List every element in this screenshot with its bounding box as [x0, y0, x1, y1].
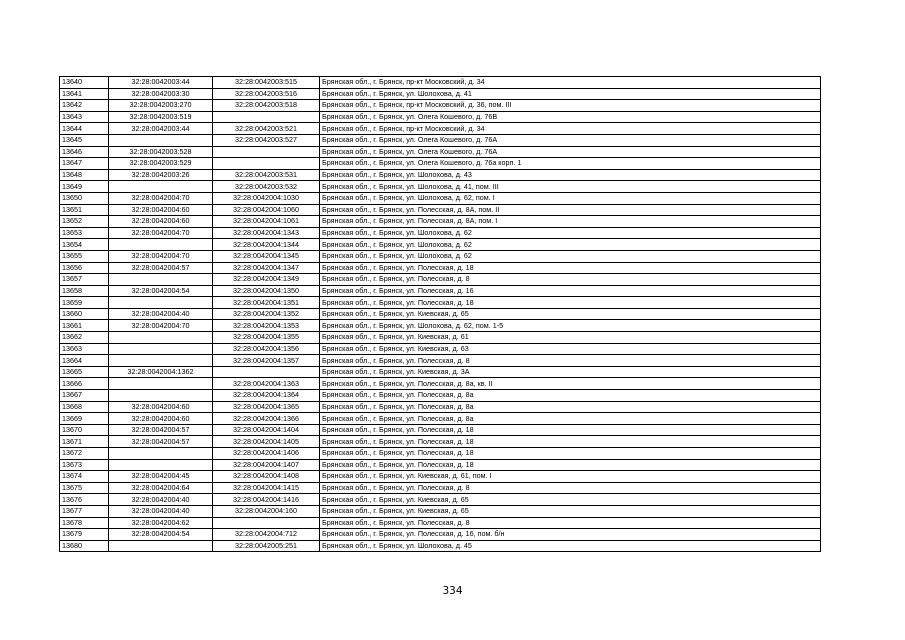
table-row	[60, 436, 821, 448]
row-number-cell: 13669	[60, 413, 109, 425]
cadastral-table-body	[60, 77, 821, 552]
address-cell: Брянская обл., г. Брянск, ул. Полесская, д. 8А, пом. I	[320, 216, 821, 228]
address-cell: Брянская обл., г. Брянск, ул. Полесская, д. 8	[320, 355, 821, 367]
parcel-cadastral-number-cell	[109, 297, 213, 309]
object-cadastral-number-cell: 32:28:0042003:532	[213, 181, 320, 193]
object-cadastral-number-cell: 32:28:0042004:1416	[213, 494, 320, 506]
table-row	[60, 204, 821, 216]
object-cadastral-number-cell: 32:28:0042004:1408	[213, 471, 320, 483]
row-number-cell: 13671	[60, 436, 109, 448]
parcel-cadastral-number-cell: 32:28:0042004:57	[109, 262, 213, 274]
parcel-cadastral-number-cell: 32:28:0042004:45	[109, 471, 213, 483]
address-cell: Брянская обл., г. Брянск, ул. Киевская, д. 63	[320, 343, 821, 355]
address-cell: Брянская обл., г. Брянск, ул. Полесская, д. 8	[320, 274, 821, 286]
object-cadastral-number-cell: 32:28:0042004:1363	[213, 378, 320, 390]
address-cell: Брянская обл., г. Брянск, ул. Шолохова, д. 41, пом. III	[320, 181, 821, 193]
row-number-cell: 13651	[60, 204, 109, 216]
object-cadastral-number-cell: 32:28:0042004:1357	[213, 355, 320, 367]
table-row	[60, 378, 821, 390]
object-cadastral-number-cell: 32:28:0042004:1405	[213, 436, 320, 448]
address-cell: Брянская обл., г. Брянск, ул. Полесская, д. 18	[320, 448, 821, 460]
table-row	[60, 390, 821, 402]
object-cadastral-number-cell: 32:28:0042004:1352	[213, 308, 320, 320]
parcel-cadastral-number-cell: 32:28:0042004:40	[109, 505, 213, 517]
row-number-cell: 13650	[60, 192, 109, 204]
address-cell: Брянская обл., г. Брянск, ул. Шолохова, д. 62	[320, 239, 821, 251]
parcel-cadastral-number-cell: 32:28:0042003:30	[109, 88, 213, 100]
parcel-cadastral-number-cell: 32:28:0042004:40	[109, 308, 213, 320]
table-row	[60, 459, 821, 471]
address-cell: Брянская обл., г. Брянск, ул. Полесская, д. 18	[320, 262, 821, 274]
parcel-cadastral-number-cell: 32:28:0042004:54	[109, 285, 213, 297]
parcel-cadastral-number-cell: 32:28:0042004:40	[109, 494, 213, 506]
parcel-cadastral-number-cell: 32:28:0042003:529	[109, 158, 213, 170]
parcel-cadastral-number-cell: 32:28:0042003:528	[109, 146, 213, 158]
row-number-cell: 13647	[60, 158, 109, 170]
table-row	[60, 192, 821, 204]
parcel-cadastral-number-cell: 32:28:0042003:270	[109, 100, 213, 112]
object-cadastral-number-cell	[213, 158, 320, 170]
table-row	[60, 366, 821, 378]
table-row	[60, 111, 821, 123]
parcel-cadastral-number-cell: 32:28:0042004:70	[109, 250, 213, 262]
object-cadastral-number-cell: 32:28:0042004:1364	[213, 390, 320, 402]
address-cell: Брянская обл., г. Брянск, ул. Олега Кошевого, д. 76А	[320, 134, 821, 146]
address-cell: Брянская обл., г. Брянск, ул. Шолохова, д. 62, пом. I	[320, 192, 821, 204]
address-cell: Брянская обл., г. Брянск, ул. Киевская, д. 65	[320, 308, 821, 320]
table-row	[60, 517, 821, 529]
object-cadastral-number-cell: 32:28:0042004:1415	[213, 482, 320, 494]
address-cell: Брянская обл., г. Брянск, ул. Шолохова, д. 62, пом. 1-5	[320, 320, 821, 332]
parcel-cadastral-number-cell: 32:28:0042004:64	[109, 482, 213, 494]
address-cell: Брянская обл., г. Брянск, ул. Киевская, д. 3А	[320, 366, 821, 378]
object-cadastral-number-cell: 32:28:0042004:1030	[213, 192, 320, 204]
parcel-cadastral-number-cell	[109, 459, 213, 471]
object-cadastral-number-cell: 32:28:0042004:712	[213, 529, 320, 541]
address-cell: Брянская обл., г. Брянск, ул. Киевская, д. 61, пом. I	[320, 471, 821, 483]
object-cadastral-number-cell: 32:28:0042004:1366	[213, 413, 320, 425]
object-cadastral-number-cell: 32:28:0042004:1406	[213, 448, 320, 460]
address-cell: Брянская обл., г. Брянск, ул. Шолохова, д. 45	[320, 540, 821, 552]
table-row	[60, 250, 821, 262]
row-number-cell: 13674	[60, 471, 109, 483]
address-cell: Брянская обл., г. Брянск, ул. Киевская, д. 65	[320, 505, 821, 517]
parcel-cadastral-number-cell	[109, 355, 213, 367]
parcel-cadastral-number-cell: 32:28:0042004:60	[109, 401, 213, 413]
row-number-cell: 13680	[60, 540, 109, 552]
object-cadastral-number-cell	[213, 111, 320, 123]
table-row	[60, 262, 821, 274]
parcel-cadastral-number-cell: 32:28:0042003:26	[109, 169, 213, 181]
address-cell: Брянская обл., г. Брянск, ул. Полесская, д. 18	[320, 297, 821, 309]
table-row	[60, 308, 821, 320]
object-cadastral-number-cell: 32:28:0042003:531	[213, 169, 320, 181]
row-number-cell: 13642	[60, 100, 109, 112]
row-number-cell: 13646	[60, 146, 109, 158]
table-row	[60, 355, 821, 367]
object-cadastral-number-cell	[213, 366, 320, 378]
table-row	[60, 401, 821, 413]
table-row	[60, 494, 821, 506]
address-cell: Брянская обл., г. Брянск, ул. Шолохова, д. 62	[320, 250, 821, 262]
table-row	[60, 227, 821, 239]
parcel-cadastral-number-cell: 32:28:0042004:70	[109, 192, 213, 204]
address-cell: Брянская обл., г. Брянск, ул. Шолохова, д. 43	[320, 169, 821, 181]
parcel-cadastral-number-cell	[109, 540, 213, 552]
row-number-cell: 13663	[60, 343, 109, 355]
address-cell: Брянская обл., г. Брянск, ул. Полесская, д. 16	[320, 285, 821, 297]
object-cadastral-number-cell: 32:28:0042004:1347	[213, 262, 320, 274]
address-cell: Брянская обл., г. Брянск, ул. Полесская, д. 16, пом. б/н	[320, 529, 821, 541]
table-row	[60, 181, 821, 193]
row-number-cell: 13652	[60, 216, 109, 228]
address-cell: Брянская обл., г. Брянск, ул. Полесская, д. 8а	[320, 401, 821, 413]
object-cadastral-number-cell: 32:28:0042004:1356	[213, 343, 320, 355]
parcel-cadastral-number-cell: 32:28:0042004:70	[109, 227, 213, 239]
row-number-cell: 13641	[60, 88, 109, 100]
table-row	[60, 274, 821, 286]
parcel-cadastral-number-cell	[109, 343, 213, 355]
parcel-cadastral-number-cell: 32:28:0042004:60	[109, 413, 213, 425]
object-cadastral-number-cell: 32:28:0042003:518	[213, 100, 320, 112]
address-cell: Брянская обл., г. Брянск, ул. Полесская, д. 8а	[320, 390, 821, 402]
row-number-cell: 13654	[60, 239, 109, 251]
table-row	[60, 88, 821, 100]
table-row	[60, 320, 821, 332]
parcel-cadastral-number-cell	[109, 378, 213, 390]
row-number-cell: 13672	[60, 448, 109, 460]
address-cell: Брянская обл., г. Брянск, ул. Шолохова, д. 41	[320, 88, 821, 100]
object-cadastral-number-cell: 32:28:0042004:1349	[213, 274, 320, 286]
table-row	[60, 134, 821, 146]
object-cadastral-number-cell: 32:28:0042004:1060	[213, 204, 320, 216]
object-cadastral-number-cell: 32:28:0042004:1404	[213, 424, 320, 436]
row-number-cell: 13660	[60, 308, 109, 320]
row-number-cell: 13673	[60, 459, 109, 471]
row-number-cell: 13677	[60, 505, 109, 517]
object-cadastral-number-cell: 32:28:0042004:1350	[213, 285, 320, 297]
row-number-cell: 13667	[60, 390, 109, 402]
object-cadastral-number-cell	[213, 146, 320, 158]
parcel-cadastral-number-cell: 32:28:0042004:62	[109, 517, 213, 529]
parcel-cadastral-number-cell: 32:28:0042003:44	[109, 77, 213, 89]
row-number-cell: 13659	[60, 297, 109, 309]
parcel-cadastral-number-cell	[109, 134, 213, 146]
row-number-cell: 13676	[60, 494, 109, 506]
object-cadastral-number-cell: 32:28:0042004:1343	[213, 227, 320, 239]
row-number-cell: 13661	[60, 320, 109, 332]
table-row	[60, 146, 821, 158]
table-row	[60, 285, 821, 297]
row-number-cell: 13662	[60, 332, 109, 344]
address-cell: Брянская обл., г. Брянск, ул. Полесская, д. 18	[320, 436, 821, 448]
address-cell: Брянская обл., г. Брянск, пр-кт Московский, д. 34	[320, 123, 821, 135]
row-number-cell: 13675	[60, 482, 109, 494]
table-row	[60, 216, 821, 228]
row-number-cell: 13668	[60, 401, 109, 413]
row-number-cell: 13666	[60, 378, 109, 390]
object-cadastral-number-cell: 32:28:0042004:1407	[213, 459, 320, 471]
parcel-cadastral-number-cell: 32:28:0042004:60	[109, 204, 213, 216]
address-cell: Брянская обл., г. Брянск, пр-кт Московский, д. 34	[320, 77, 821, 89]
object-cadastral-number-cell: 32:28:0042004:1353	[213, 320, 320, 332]
object-cadastral-number-cell: 32:28:0042003:515	[213, 77, 320, 89]
parcel-cadastral-number-cell: 32:28:0042004:1362	[109, 366, 213, 378]
table-row	[60, 540, 821, 552]
table-row	[60, 343, 821, 355]
table-row	[60, 100, 821, 112]
table-row	[60, 297, 821, 309]
row-number-cell: 13664	[60, 355, 109, 367]
row-number-cell: 13644	[60, 123, 109, 135]
address-cell: Брянская обл., г. Брянск, ул. Полесская, д. 8А, пом. II	[320, 204, 821, 216]
table-row	[60, 424, 821, 436]
address-cell: Брянская обл., г. Брянск, ул. Киевская, д. 61	[320, 332, 821, 344]
address-cell: Брянская обл., г. Брянск, ул. Полесская, д. 8	[320, 482, 821, 494]
row-number-cell: 13655	[60, 250, 109, 262]
parcel-cadastral-number-cell	[109, 448, 213, 460]
row-number-cell: 13679	[60, 529, 109, 541]
table-row	[60, 413, 821, 425]
row-number-cell: 13648	[60, 169, 109, 181]
address-cell: Брянская обл., г. Брянск, ул. Олега Кошевого, д. 76а корп. 1	[320, 158, 821, 170]
table-row	[60, 158, 821, 170]
object-cadastral-number-cell: 32:28:0042004:1061	[213, 216, 320, 228]
object-cadastral-number-cell: 32:28:0042003:516	[213, 88, 320, 100]
row-number-cell: 13649	[60, 181, 109, 193]
table-row	[60, 471, 821, 483]
address-cell: Брянская обл., г. Брянск, ул. Олега Кошевого, д. 76А	[320, 146, 821, 158]
address-cell: Брянская обл., г. Брянск, пр-кт Московский, д. 36, пом. III	[320, 100, 821, 112]
table-row	[60, 169, 821, 181]
address-cell: Брянская обл., г. Брянск, ул. Полесская, д. 8а, кв. II	[320, 378, 821, 390]
parcel-cadastral-number-cell: 32:28:0042004:60	[109, 216, 213, 228]
object-cadastral-number-cell: 32:28:0042004:1351	[213, 297, 320, 309]
table-row	[60, 77, 821, 89]
parcel-cadastral-number-cell: 32:28:0042003:44	[109, 123, 213, 135]
parcel-cadastral-number-cell	[109, 239, 213, 251]
cadastral-table	[59, 76, 821, 552]
object-cadastral-number-cell: 32:28:0042003:521	[213, 123, 320, 135]
address-cell: Брянская обл., г. Брянск, ул. Полесская, д. 18	[320, 424, 821, 436]
parcel-cadastral-number-cell	[109, 332, 213, 344]
row-number-cell: 13670	[60, 424, 109, 436]
parcel-cadastral-number-cell: 32:28:0042004:57	[109, 424, 213, 436]
object-cadastral-number-cell: 32:28:0042004:1365	[213, 401, 320, 413]
parcel-cadastral-number-cell	[109, 274, 213, 286]
object-cadastral-number-cell	[213, 517, 320, 529]
object-cadastral-number-cell: 32:28:0042003:527	[213, 134, 320, 146]
row-number-cell: 13665	[60, 366, 109, 378]
table-row	[60, 482, 821, 494]
page-number: 334	[442, 585, 463, 597]
object-cadastral-number-cell: 32:28:0042004:1344	[213, 239, 320, 251]
row-number-cell: 13640	[60, 77, 109, 89]
parcel-cadastral-number-cell: 32:28:0042004:57	[109, 436, 213, 448]
table-row	[60, 448, 821, 460]
parcel-cadastral-number-cell	[109, 390, 213, 402]
row-number-cell: 13643	[60, 111, 109, 123]
parcel-cadastral-number-cell: 32:28:0042004:54	[109, 529, 213, 541]
address-cell: Брянская обл., г. Брянск, ул. Шолохова, д. 62	[320, 227, 821, 239]
table-row	[60, 332, 821, 344]
parcel-cadastral-number-cell: 32:28:0042003:519	[109, 111, 213, 123]
row-number-cell: 13645	[60, 134, 109, 146]
row-number-cell: 13657	[60, 274, 109, 286]
address-cell: Брянская обл., г. Брянск, ул. Киевская, д. 65	[320, 494, 821, 506]
table-row	[60, 505, 821, 517]
row-number-cell: 13653	[60, 227, 109, 239]
row-number-cell: 13658	[60, 285, 109, 297]
row-number-cell: 13678	[60, 517, 109, 529]
table-row	[60, 529, 821, 541]
row-number-cell: 13656	[60, 262, 109, 274]
table-row	[60, 239, 821, 251]
parcel-cadastral-number-cell: 32:28:0042004:70	[109, 320, 213, 332]
address-cell: Брянская обл., г. Брянск, ул. Полесская, д. 8а	[320, 413, 821, 425]
object-cadastral-number-cell: 32:28:0042005:251	[213, 540, 320, 552]
address-cell: Брянская обл., г. Брянск, ул. Полесская, д. 18	[320, 459, 821, 471]
table-row	[60, 123, 821, 135]
object-cadastral-number-cell: 32:28:0042004:1355	[213, 332, 320, 344]
address-cell: Брянская обл., г. Брянск, ул. Олега Кошевого, д. 76В	[320, 111, 821, 123]
object-cadastral-number-cell: 32:28:0042004:160	[213, 505, 320, 517]
address-cell: Брянская обл., г. Брянск, ул. Полесская, д. 8	[320, 517, 821, 529]
parcel-cadastral-number-cell	[109, 181, 213, 193]
object-cadastral-number-cell: 32:28:0042004:1345	[213, 250, 320, 262]
